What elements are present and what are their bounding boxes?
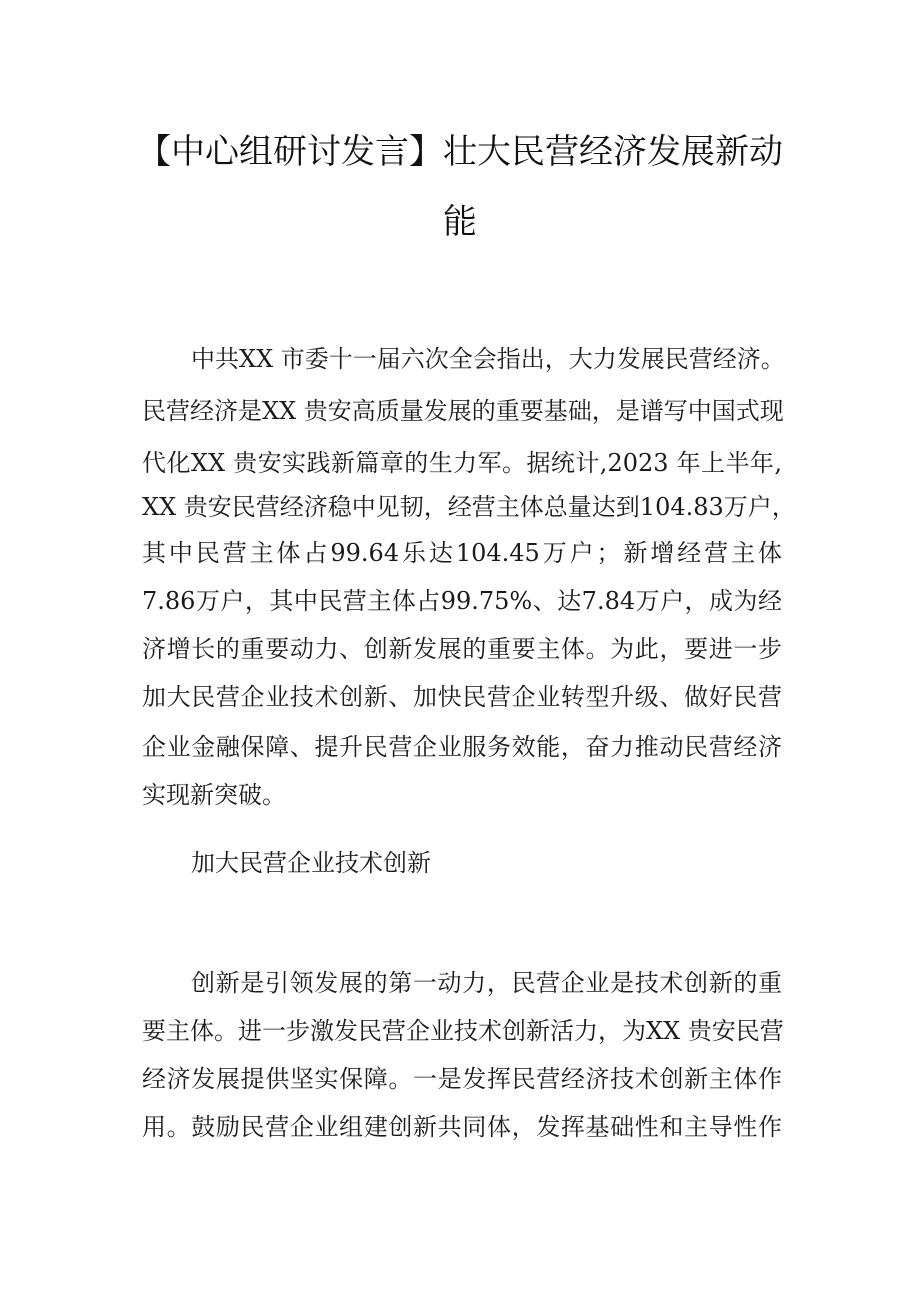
paragraph-2-line: 创新是引领发展的第一动力，民营企业是技术创新的重 (191, 969, 782, 997)
paragraph-2-line: 经济发展提供坚实保障。一是发挥民营经济技术创新主体作 (142, 1065, 782, 1093)
paragraph-1-line: 7.86万户，其中民营主体占99.75%、达7.84万户，成为经 (142, 587, 782, 615)
document-title-line-1: 【中心组研讨发言】壮大民营经济发展新动 (137, 132, 783, 172)
paragraph-1-line: 实现新突破。 (142, 781, 286, 809)
paragraph-1-line: 中共XX 市委十一届六次全会指出，大力发展民营经济。 (191, 345, 785, 373)
paragraph-2-line: 要主体。进一步激发民营企业技术创新活力，为XX 贵安民营 (142, 1017, 784, 1045)
paragraph-1-line: 企业金融保障、提升民营企业服务效能，奋力推动民营经济 (142, 733, 782, 761)
paragraph-1-line: 加大民营企业技术创新、加快民营企业转型升级、做好民营 (142, 683, 782, 711)
paragraph-1-line: 济增长的重要动力、创新发展的重要主体。为此，要进一步 (142, 635, 782, 663)
paragraph-1-line: 民营经济是XX 贵安高质量发展的重要基础，是谱写中国式现 (142, 397, 784, 425)
paragraph-1-line: 其中民营主体占99.64乐达104.45万户；新增经营主体 (142, 539, 782, 567)
document-title-line-2: 能 (443, 202, 477, 242)
paragraph-1-line: 代化XX 贵安实践新篇章的生力军。据统计,2023 年上半年, (142, 449, 782, 477)
paragraph-1-line: XX 贵安民营经济稳中见韧，经营主体总量达到104.83万户， (142, 493, 796, 521)
paragraph-2-line: 用。鼓励民营企业组建创新共同体，发挥基础性和主导性作 (142, 1113, 782, 1141)
section-heading: 加大民营企业技术创新 (191, 849, 431, 877)
